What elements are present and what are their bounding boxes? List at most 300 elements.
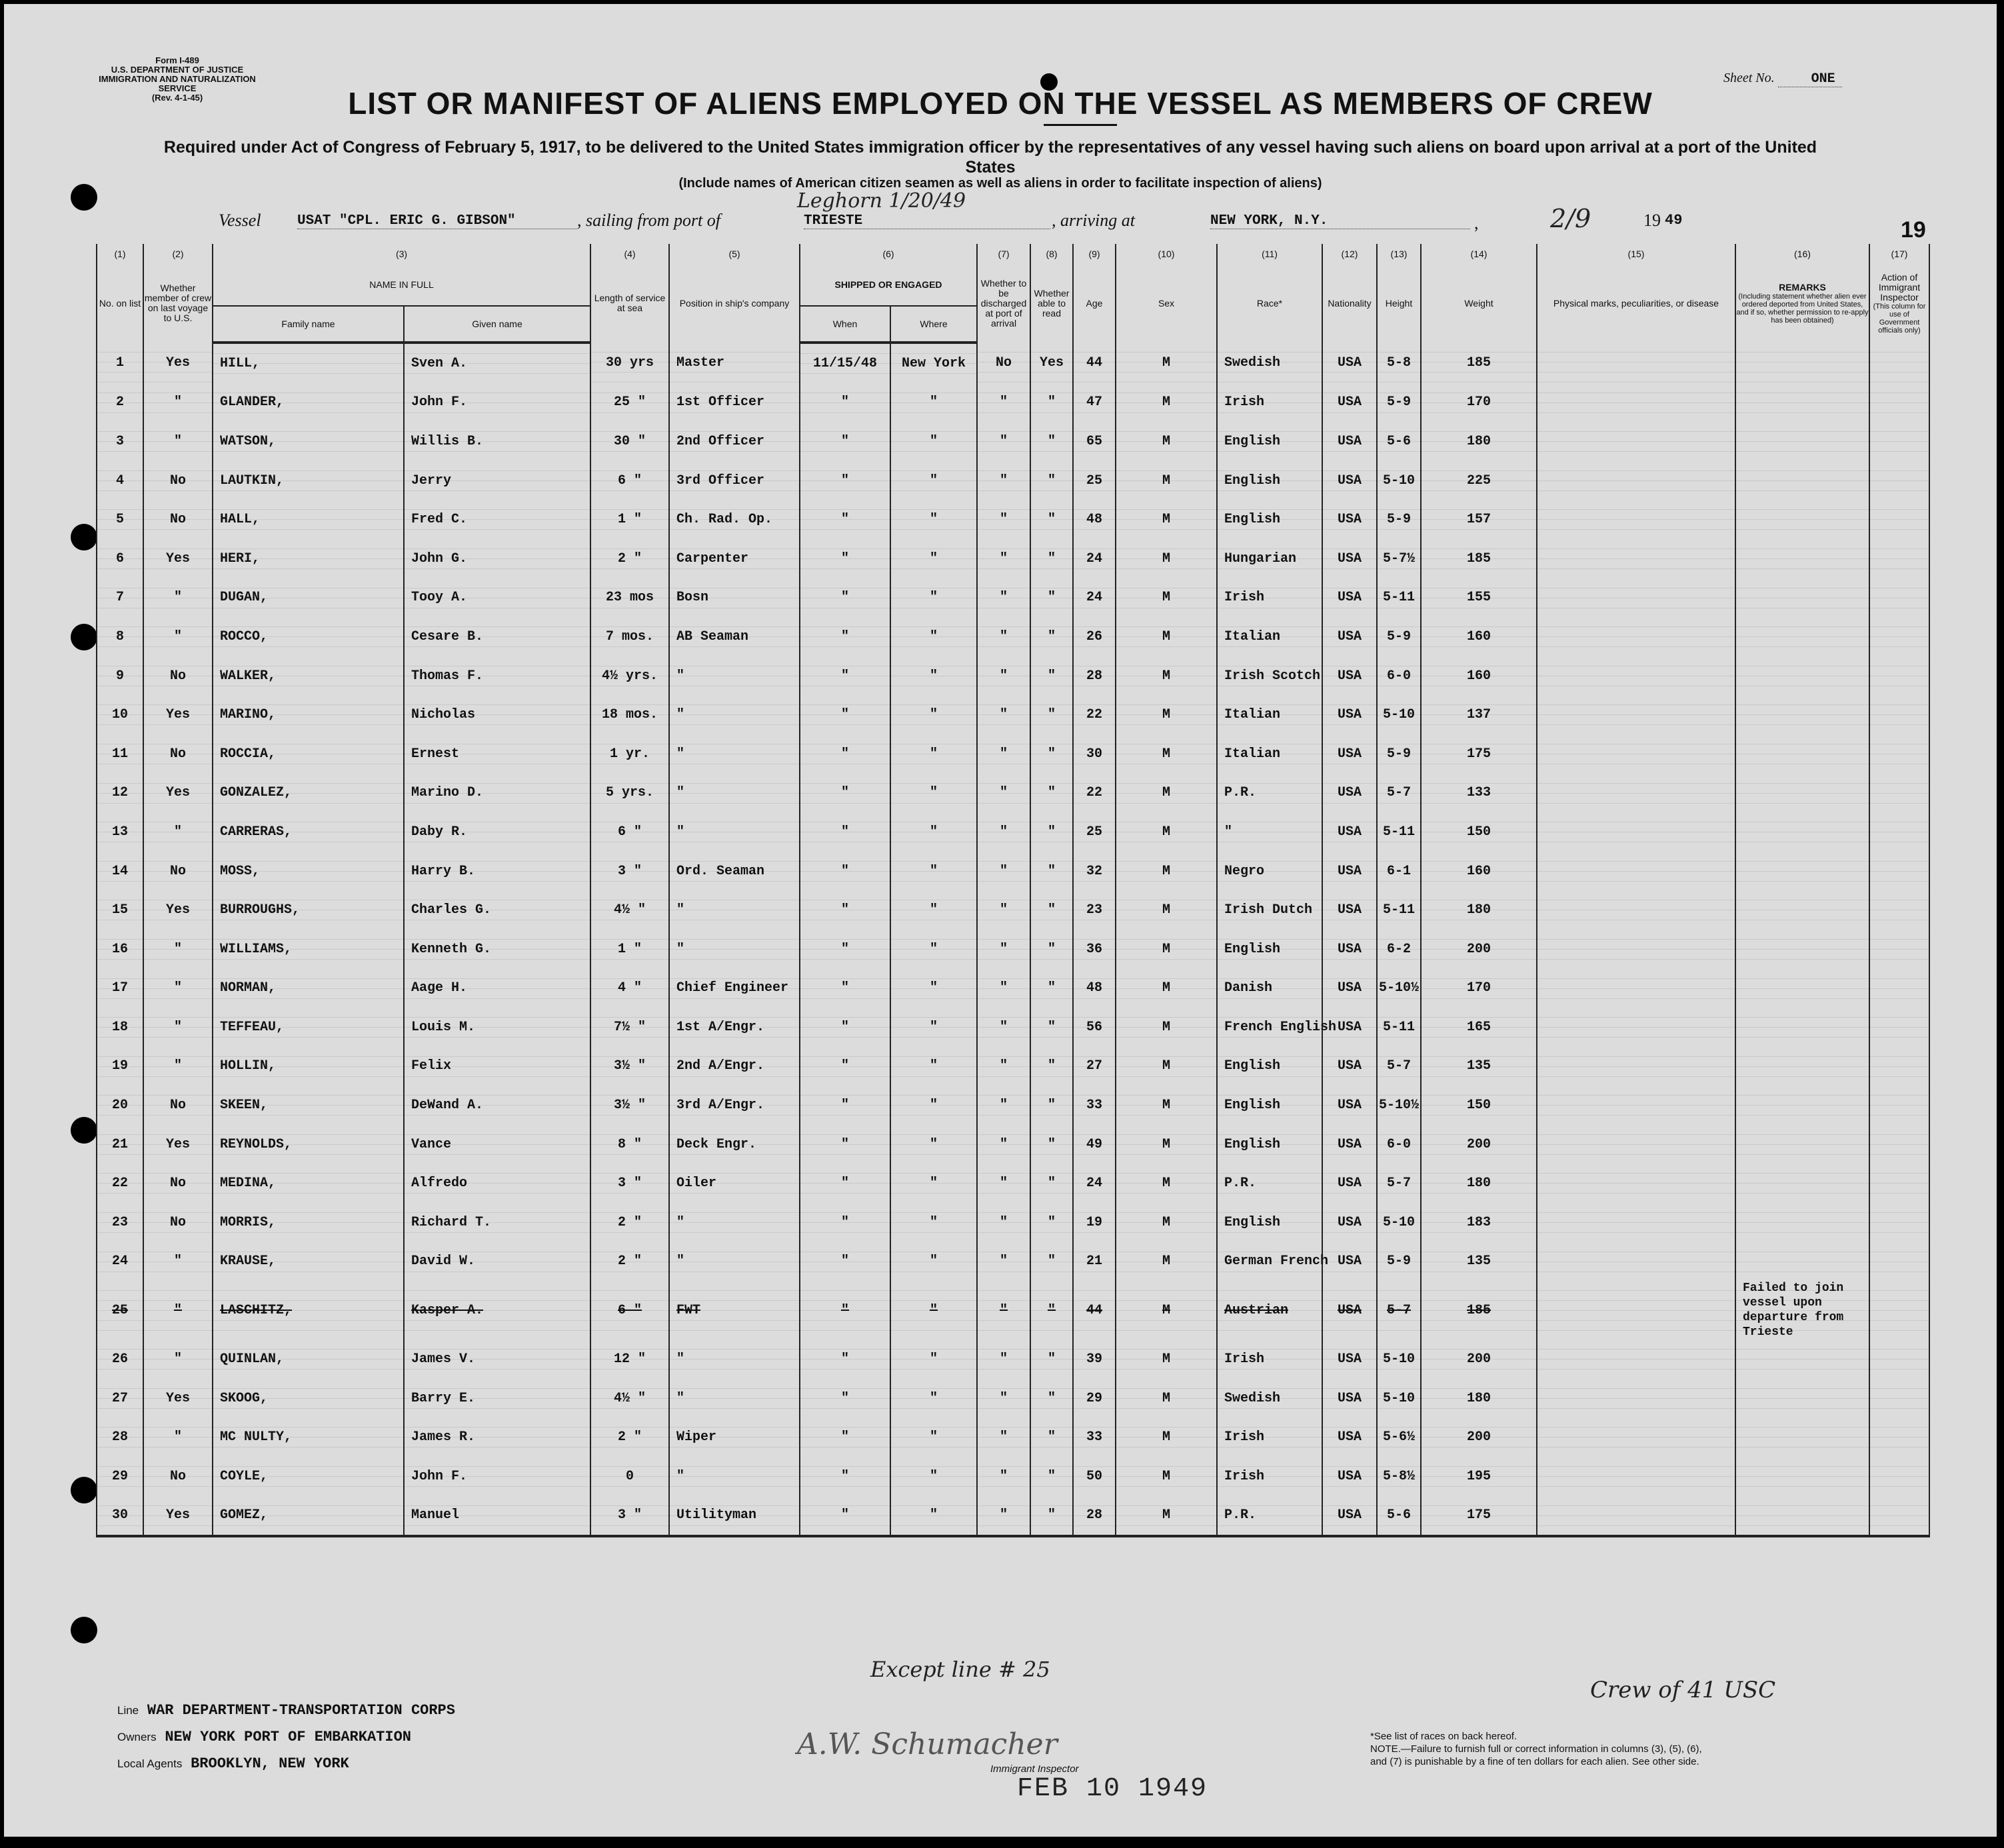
crew-row: [97, 343, 1929, 383]
shipped-when: ": [800, 1496, 890, 1537]
position: 1st A/Engr.: [669, 1008, 800, 1047]
able-to-read: ": [1030, 1457, 1073, 1496]
height: 5-11: [1377, 812, 1421, 852]
inspector-action: [1869, 1086, 1929, 1125]
able-to-read: ": [1030, 852, 1073, 891]
family-name: TEFFEAU,: [213, 1008, 404, 1047]
inspector-action: [1869, 1457, 1929, 1496]
row-number: 7: [97, 578, 143, 618]
to-be-discharged: ": [977, 1457, 1030, 1496]
race: Swedish: [1217, 1379, 1322, 1418]
position: ": [669, 1203, 800, 1242]
to-be-discharged: ": [977, 774, 1030, 813]
family-name: MEDINA,: [213, 1164, 404, 1203]
physical-marks: [1537, 1242, 1735, 1282]
physical-marks: [1537, 383, 1735, 423]
column-number: (14): [1421, 244, 1537, 264]
row-number: 6: [97, 539, 143, 578]
remarks: [1735, 695, 1869, 734]
column-number: (2): [143, 244, 213, 264]
crew-row: [97, 969, 1929, 1008]
crew-row: [97, 852, 1929, 891]
sailing-label: , sailing from port of: [577, 211, 721, 230]
given-name: Marino D.: [404, 774, 590, 813]
to-be-discharged: ": [977, 617, 1030, 656]
sex: M: [1116, 1008, 1217, 1047]
remarks: [1735, 1379, 1869, 1418]
physical-marks: [1537, 1340, 1735, 1379]
header-age: Age: [1073, 264, 1116, 343]
shipped-where: ": [890, 1047, 977, 1086]
row-number: 2: [97, 383, 143, 423]
able-to-read: ": [1030, 812, 1073, 852]
position: Deck Engr.: [669, 1125, 800, 1164]
weight: 185: [1421, 1281, 1537, 1340]
given-name: John F.: [404, 1457, 590, 1496]
year-prefix: 19: [1643, 211, 1661, 230]
crew-row: [97, 930, 1929, 969]
crew-row: [97, 1457, 1929, 1496]
physical-marks: [1537, 1125, 1735, 1164]
given-name: Willis B.: [404, 422, 590, 461]
nationality: USA: [1322, 1047, 1377, 1086]
nationality: USA: [1322, 500, 1377, 539]
member-last-voyage: Yes: [143, 774, 213, 813]
position: Wiper: [669, 1417, 800, 1457]
nationality: USA: [1322, 1086, 1377, 1125]
shipped-where: ": [890, 890, 977, 930]
age: 22: [1073, 695, 1116, 734]
inspector-action: [1869, 774, 1929, 813]
shipped-where: ": [890, 1340, 977, 1379]
position: ": [669, 774, 800, 813]
shipped-where: New York: [890, 343, 977, 383]
physical-marks: [1537, 422, 1735, 461]
remarks: [1735, 852, 1869, 891]
position: Carpenter: [669, 539, 800, 578]
inspector-action: [1869, 1281, 1929, 1340]
family-name: DUGAN,: [213, 578, 404, 618]
length-of-service: 5 yrs.: [590, 774, 669, 813]
inspector-action: [1869, 461, 1929, 500]
able-to-read: ": [1030, 890, 1073, 930]
shipped-when: ": [800, 1047, 890, 1086]
remarks: [1735, 930, 1869, 969]
remarks: Failed to join vessel upon departure from Trieste: [1735, 1281, 1869, 1340]
remarks: [1735, 617, 1869, 656]
row-number: 5: [97, 500, 143, 539]
height: 5-9: [1377, 500, 1421, 539]
member-last-voyage: ": [143, 1417, 213, 1457]
height: 5-11: [1377, 1008, 1421, 1047]
age: 44: [1073, 1281, 1116, 1340]
shipped-when: ": [800, 774, 890, 813]
family-name: ROCCO,: [213, 617, 404, 656]
shipped-when: ": [800, 852, 890, 891]
column-number: (11): [1217, 244, 1322, 264]
family-name: WALKER,: [213, 656, 404, 696]
given-name: Vance: [404, 1125, 590, 1164]
length-of-service: 18 mos.: [590, 695, 669, 734]
family-name: HILL,: [213, 343, 404, 383]
member-last-voyage: Yes: [143, 539, 213, 578]
member-last-voyage: Yes: [143, 890, 213, 930]
length-of-service: 0: [590, 1457, 669, 1496]
row-number: 23: [97, 1203, 143, 1242]
nationality: USA: [1322, 1340, 1377, 1379]
height: 5-6½: [1377, 1417, 1421, 1457]
to-be-discharged: ": [977, 1125, 1030, 1164]
given-name: Tooy A.: [404, 578, 590, 618]
position: ": [669, 1457, 800, 1496]
row-number: 8: [97, 617, 143, 656]
sex: M: [1116, 578, 1217, 618]
header-position: Position in ship's company: [669, 264, 800, 343]
age: 22: [1073, 774, 1116, 813]
inspector-action: [1869, 539, 1929, 578]
length-of-service: 1 ": [590, 930, 669, 969]
physical-marks: [1537, 1203, 1735, 1242]
length-of-service: 2 ": [590, 1417, 669, 1457]
nationality: USA: [1322, 734, 1377, 774]
member-last-voyage: ": [143, 930, 213, 969]
shipped-where: ": [890, 539, 977, 578]
sex: M: [1116, 1164, 1217, 1203]
physical-marks: [1537, 812, 1735, 852]
given-name: Jerry: [404, 461, 590, 500]
row-number: 26: [97, 1340, 143, 1379]
sheet-number-label: Sheet No.: [1723, 71, 1775, 85]
height: 5-9: [1377, 617, 1421, 656]
remarks: [1735, 1086, 1869, 1125]
age: 28: [1073, 656, 1116, 696]
remarks: [1735, 1496, 1869, 1537]
to-be-discharged: ": [977, 539, 1030, 578]
shipped-where: ": [890, 656, 977, 696]
line-value: WAR DEPARTMENT-TRANSPORTATION CORPS: [147, 1702, 455, 1719]
remarks: [1735, 1008, 1869, 1047]
note-text: —Failure to furnish full or correct information in columns (3), (5), (6), and (7) is punishable by a fine of ten dollars for each alien. See other side.: [1370, 1743, 1702, 1767]
length-of-service: 7 mos.: [590, 617, 669, 656]
shipped-when: ": [800, 1379, 890, 1418]
row-number: 10: [97, 695, 143, 734]
column-number-row: [97, 244, 1929, 264]
given-name: Richard T.: [404, 1203, 590, 1242]
remarks: [1735, 461, 1869, 500]
column-number: (1): [97, 244, 143, 264]
length-of-service: 25 ": [590, 383, 669, 423]
sex: M: [1116, 812, 1217, 852]
given-name: Ernest: [404, 734, 590, 774]
able-to-read: ": [1030, 1008, 1073, 1047]
owners-field: [117, 1729, 411, 1745]
race: ": [1217, 812, 1322, 852]
shipped-where: ": [890, 1203, 977, 1242]
column-number: (8): [1030, 244, 1073, 264]
family-name: MC NULTY,: [213, 1417, 404, 1457]
height: 5-9: [1377, 734, 1421, 774]
sex: M: [1116, 1125, 1217, 1164]
given-name: Louis M.: [404, 1008, 590, 1047]
nationality: USA: [1322, 969, 1377, 1008]
shipped-where: ": [890, 695, 977, 734]
shipped-when: ": [800, 1164, 890, 1203]
age: 24: [1073, 1164, 1116, 1203]
able-to-read: ": [1030, 1164, 1073, 1203]
row-number: 24: [97, 1242, 143, 1282]
nationality: USA: [1322, 930, 1377, 969]
title-underline: [1044, 124, 1117, 126]
position: 2nd A/Engr.: [669, 1047, 800, 1086]
sex: M: [1116, 422, 1217, 461]
able-to-read: ": [1030, 1496, 1073, 1537]
inspector-action: [1869, 1125, 1929, 1164]
header-no-on-list: No. on list: [97, 264, 143, 343]
remarks: [1735, 656, 1869, 696]
member-last-voyage: ": [143, 1008, 213, 1047]
weight: 160: [1421, 852, 1537, 891]
crew-row: [97, 734, 1929, 774]
header-where: Where: [890, 306, 977, 343]
crew-row: [97, 578, 1929, 618]
physical-marks: [1537, 1379, 1735, 1418]
nationality: USA: [1322, 890, 1377, 930]
given-name: Barry E.: [404, 1379, 590, 1418]
to-be-discharged: ": [977, 890, 1030, 930]
family-name: QUINLAN,: [213, 1340, 404, 1379]
note-label: NOTE.: [1370, 1743, 1401, 1755]
shipped-where: ": [890, 1457, 977, 1496]
crew-row: [97, 1047, 1929, 1086]
inspector-action: [1869, 890, 1929, 930]
inspector-action: [1869, 1379, 1929, 1418]
able-to-read: ": [1030, 774, 1073, 813]
position: ": [669, 1340, 800, 1379]
header-inspector-action: [1869, 264, 1929, 343]
header-physical-marks: Physical marks, peculiarities, or disease: [1537, 264, 1735, 343]
manifest-sheet: [4, 4, 1997, 1837]
remarks: [1735, 890, 1869, 930]
shipped-when: ": [800, 969, 890, 1008]
given-name: Cesare B.: [404, 617, 590, 656]
to-be-discharged: ": [977, 1008, 1030, 1047]
inspector-action: [1869, 1203, 1929, 1242]
column-number: (9): [1073, 244, 1116, 264]
to-be-discharged: ": [977, 1417, 1030, 1457]
crew-row: [97, 461, 1929, 500]
weight: 165: [1421, 1008, 1537, 1047]
given-name: Kasper A.: [404, 1281, 590, 1340]
to-be-discharged: No: [977, 343, 1030, 383]
remarks: [1735, 1417, 1869, 1457]
weight: 133: [1421, 774, 1537, 813]
position: Master: [669, 343, 800, 383]
header-when: When: [800, 306, 890, 343]
header-remarks: [1735, 264, 1869, 343]
weight: 225: [1421, 461, 1537, 500]
member-last-voyage: ": [143, 1281, 213, 1340]
given-name: John F.: [404, 383, 590, 423]
shipped-when: ": [800, 617, 890, 656]
header-sex: Sex: [1116, 264, 1217, 343]
to-be-discharged: ": [977, 1086, 1030, 1125]
nationality: USA: [1322, 852, 1377, 891]
physical-marks: [1537, 734, 1735, 774]
race: English: [1217, 500, 1322, 539]
sex: M: [1116, 1047, 1217, 1086]
age: 32: [1073, 852, 1116, 891]
length-of-service: 4½ yrs.: [590, 656, 669, 696]
age: 28: [1073, 1496, 1116, 1537]
shipped-where: ": [890, 734, 977, 774]
given-name: DeWand A.: [404, 1086, 590, 1125]
physical-marks: [1537, 1086, 1735, 1125]
position: Ch. Rad. Op.: [669, 500, 800, 539]
shipped-when: ": [800, 539, 890, 578]
crew-row: [97, 890, 1929, 930]
nationality: USA: [1322, 774, 1377, 813]
race: Irish: [1217, 1340, 1322, 1379]
remarks: [1735, 383, 1869, 423]
able-to-read: ": [1030, 422, 1073, 461]
position: Bosn: [669, 578, 800, 618]
age: 25: [1073, 812, 1116, 852]
physical-marks: [1537, 1281, 1735, 1340]
shipped-where: ": [890, 930, 977, 969]
header-weight: Weight: [1421, 264, 1537, 343]
crew-rows: [97, 343, 1929, 1536]
age: 23: [1073, 890, 1116, 930]
to-be-discharged: ": [977, 1242, 1030, 1282]
family-name: ROCCIA,: [213, 734, 404, 774]
column-number: (7): [977, 244, 1030, 264]
member-last-voyage: ": [143, 578, 213, 618]
shipped-where: ": [890, 1242, 977, 1282]
able-to-read: ": [1030, 1125, 1073, 1164]
to-be-discharged: ": [977, 500, 1030, 539]
sex: M: [1116, 1242, 1217, 1282]
height: 5-10: [1377, 1203, 1421, 1242]
shipped-when: ": [800, 1203, 890, 1242]
crew-row: [97, 1417, 1929, 1457]
column-number: (5): [669, 244, 800, 264]
height: 5-11: [1377, 578, 1421, 618]
family-name: NORMAN,: [213, 969, 404, 1008]
length-of-service: 6 ": [590, 1281, 669, 1340]
column-number: (6): [800, 244, 977, 264]
shipped-when: ": [800, 578, 890, 618]
shipped-where: ": [890, 422, 977, 461]
able-to-read: ": [1030, 383, 1073, 423]
race: Austrian: [1217, 1281, 1322, 1340]
remarks: [1735, 343, 1869, 383]
sex: M: [1116, 383, 1217, 423]
header-family-name: Family name: [213, 306, 404, 343]
physical-marks: [1537, 461, 1735, 500]
age: 65: [1073, 422, 1116, 461]
height: 5-8: [1377, 343, 1421, 383]
title-on: ON: [1018, 86, 1066, 121]
row-number: 3: [97, 422, 143, 461]
header-inspector-title: Action of Immigrant Inspector: [1878, 271, 1921, 303]
column-number: (3): [213, 244, 590, 264]
signature-title: Immigrant Inspector: [990, 1763, 1079, 1775]
crew-row: [97, 1379, 1929, 1418]
column-number: (17): [1869, 244, 1929, 264]
line-field: [117, 1702, 455, 1719]
remarks: [1735, 1203, 1869, 1242]
physical-marks: [1537, 774, 1735, 813]
member-last-voyage: Yes: [143, 343, 213, 383]
inspector-action: [1869, 383, 1929, 423]
vessel-label: Vessel: [219, 211, 261, 230]
height: 5-7: [1377, 774, 1421, 813]
crew-row: [97, 1242, 1929, 1282]
race: Danish: [1217, 969, 1322, 1008]
age: 39: [1073, 1340, 1116, 1379]
age: 26: [1073, 617, 1116, 656]
physical-marks: [1537, 539, 1735, 578]
shipped-when: ": [800, 656, 890, 696]
race: Italian: [1217, 617, 1322, 656]
position: 3rd A/Engr.: [669, 1086, 800, 1125]
crew-row: [97, 1340, 1929, 1379]
inspector-action: [1869, 343, 1929, 383]
remarks: [1735, 1242, 1869, 1282]
sex: M: [1116, 656, 1217, 696]
physical-marks: [1537, 1008, 1735, 1047]
sex: M: [1116, 461, 1217, 500]
given-name: Kenneth G.: [404, 930, 590, 969]
height: 5-8½: [1377, 1457, 1421, 1496]
sheet-number-value: ONE: [1778, 71, 1842, 87]
shipped-where: ": [890, 1086, 977, 1125]
to-be-discharged: ": [977, 1496, 1030, 1537]
sex: M: [1116, 539, 1217, 578]
to-be-discharged: ": [977, 695, 1030, 734]
age: 30: [1073, 734, 1116, 774]
inspector-action: [1869, 1496, 1929, 1537]
family-name: HALL,: [213, 500, 404, 539]
weight: 180: [1421, 422, 1537, 461]
agents-value: BROOKLYN, NEW YORK: [191, 1755, 349, 1772]
race: Irish Scotch: [1217, 656, 1322, 696]
sex: M: [1116, 1496, 1217, 1537]
position: FWT: [669, 1281, 800, 1340]
shipped-where: ": [890, 774, 977, 813]
length-of-service: 1 yr.: [590, 734, 669, 774]
position: ": [669, 734, 800, 774]
nationality: USA: [1322, 422, 1377, 461]
length-of-service: 7½ ": [590, 1008, 669, 1047]
row-number: 15: [97, 890, 143, 930]
form-revision: (Rev. 4-1-45): [151, 93, 203, 103]
age: 24: [1073, 539, 1116, 578]
shipped-when: ": [800, 500, 890, 539]
height: 6-0: [1377, 656, 1421, 696]
shipped-where: ": [890, 461, 977, 500]
column-header-row: [97, 264, 1929, 306]
punch-hole: [71, 1117, 97, 1144]
race: English: [1217, 1086, 1322, 1125]
weight: 200: [1421, 930, 1537, 969]
weight: 180: [1421, 1164, 1537, 1203]
nationality: USA: [1322, 1008, 1377, 1047]
height: 5-10: [1377, 461, 1421, 500]
shipped-when: ": [800, 1281, 890, 1340]
age: 49: [1073, 1125, 1116, 1164]
sheet-number: [1723, 71, 1842, 87]
